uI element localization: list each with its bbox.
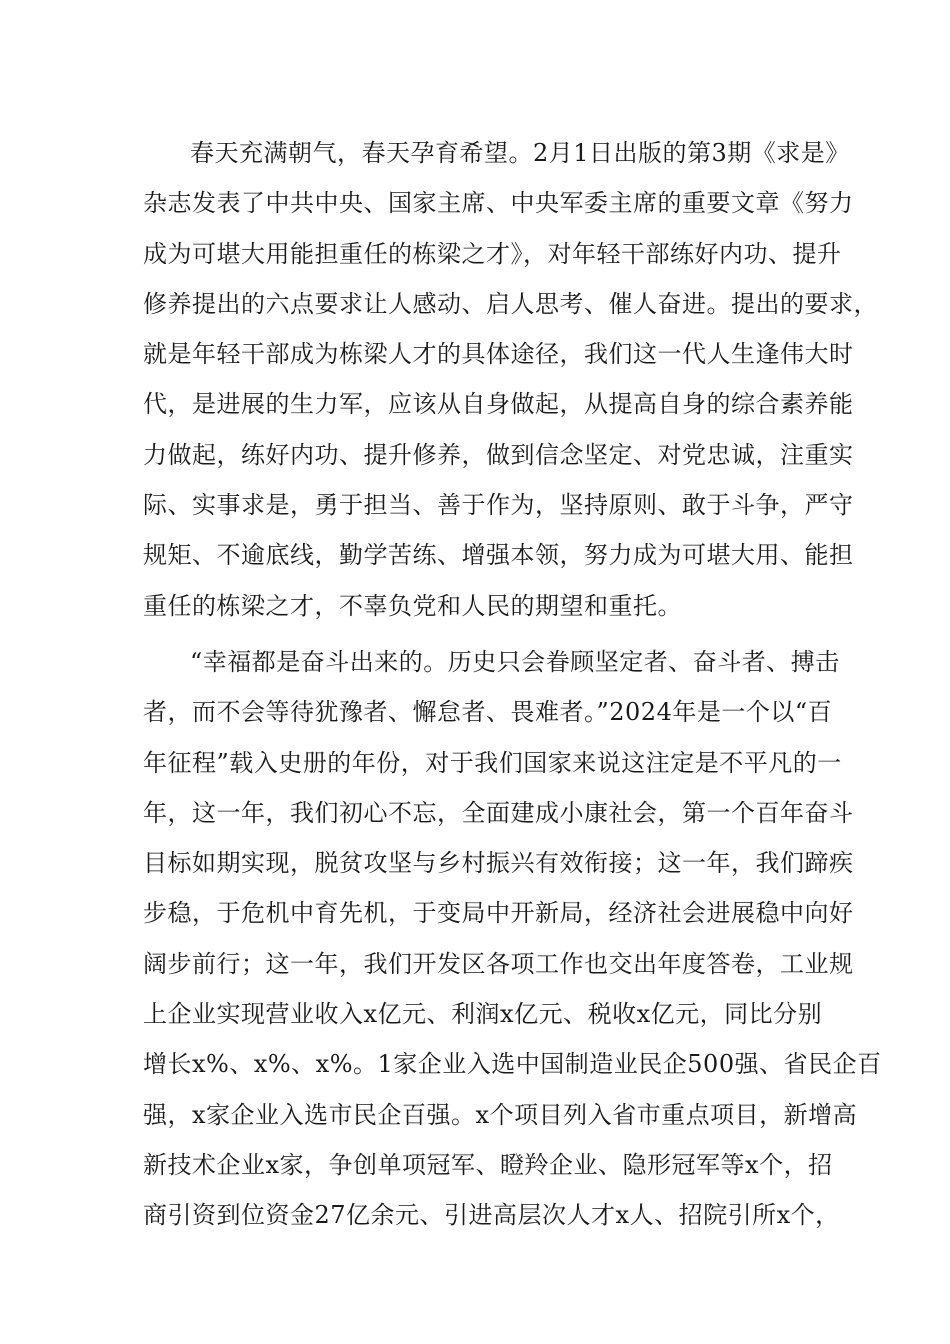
- paragraph-line: “幸福都是奋斗出来的。历史只会眷顾坚定者、奋斗者、搏击: [190, 647, 840, 676]
- paragraph-line: 上企业实现营业收入x亿元、利润x亿元、税收x亿元，同比分别: [143, 1000, 823, 1029]
- paragraph-line: 年，这一年，我们初心不忘，全面建成小康社会，第一个百年奋斗: [143, 798, 854, 827]
- paragraph-1: [143, 128, 878, 631]
- paragraph-2: [143, 637, 882, 1241]
- paragraph-line: 就是年轻干部成为栋梁人才的具体途径，我们这一代人生逢伟大时: [143, 340, 854, 369]
- document-body: [143, 128, 882, 1241]
- paragraph-line: 际、实事求是，勇于担当、善于作为，坚持原则、敢于斗争，严守: [143, 491, 854, 520]
- paragraph-line: 杂志发表了中共中央、国家主席、中央军委主席的重要文章《努力: [143, 189, 854, 218]
- paragraph-line: 强，x家企业入选市民企百强。x个项目列入省市重点项目，新增高: [143, 1100, 858, 1129]
- paragraph-line: 成为可堪大用能担重任的栋梁之才》，对年轻干部练好内功、提升: [143, 239, 842, 268]
- paragraph-line: 者，而不会等待犹豫者、懈怠者、畏难者。”2024年是一个以“百: [143, 698, 833, 727]
- paragraph-line: 年征程”载入史册的年份，对于我们国家来说这注定是不平凡的一: [143, 748, 842, 777]
- paragraph-line: 步稳，于危机中育先机，于变局中开新局，经济社会进展稳中向好: [143, 899, 854, 928]
- paragraph-line: 力做起，练好内功、提升修养，做到信念坚定、对党忠诚，注重实: [143, 440, 854, 469]
- paragraph-line: 目标如期实现，脱贫攻坚与乡村振兴有效衔接；这一年，我们蹄疾: [143, 849, 854, 878]
- paragraph-line: 春天充满朝气，春天孕育希望。2月1日出版的第3期《求是》: [190, 139, 850, 167]
- paragraph-line: 商引资到位资金27亿余元、引进高层次人才x人、招院引所x个，: [143, 1201, 840, 1230]
- paragraph-line: 增长x%、x%、x%。1家企业入选中国制造业民企500强、省民企百: [143, 1050, 882, 1079]
- paragraph-line: 修养提出的六点要求让人感动、启人思考、催人奋进。提出的要求，: [143, 289, 878, 318]
- paragraph-line: 阔步前行；这一年，我们开发区各项工作也交出年度答卷，工业规: [143, 949, 854, 978]
- paragraph-line: 重任的栋梁之才，不辜负党和人民的期望和重托。: [143, 591, 682, 620]
- paragraph-line: 代，是进展的生力军，应该从自身做起，从提高自身的综合素养能: [143, 390, 854, 419]
- paragraph-line: 规矩、不逾底线，勤学苦练、增强本领，努力成为可堪大用、能担: [143, 541, 854, 570]
- paragraph-line: 新技术企业x家，争创单项冠军、瞪羚企业、隐形冠军等x个，招: [143, 1150, 833, 1179]
